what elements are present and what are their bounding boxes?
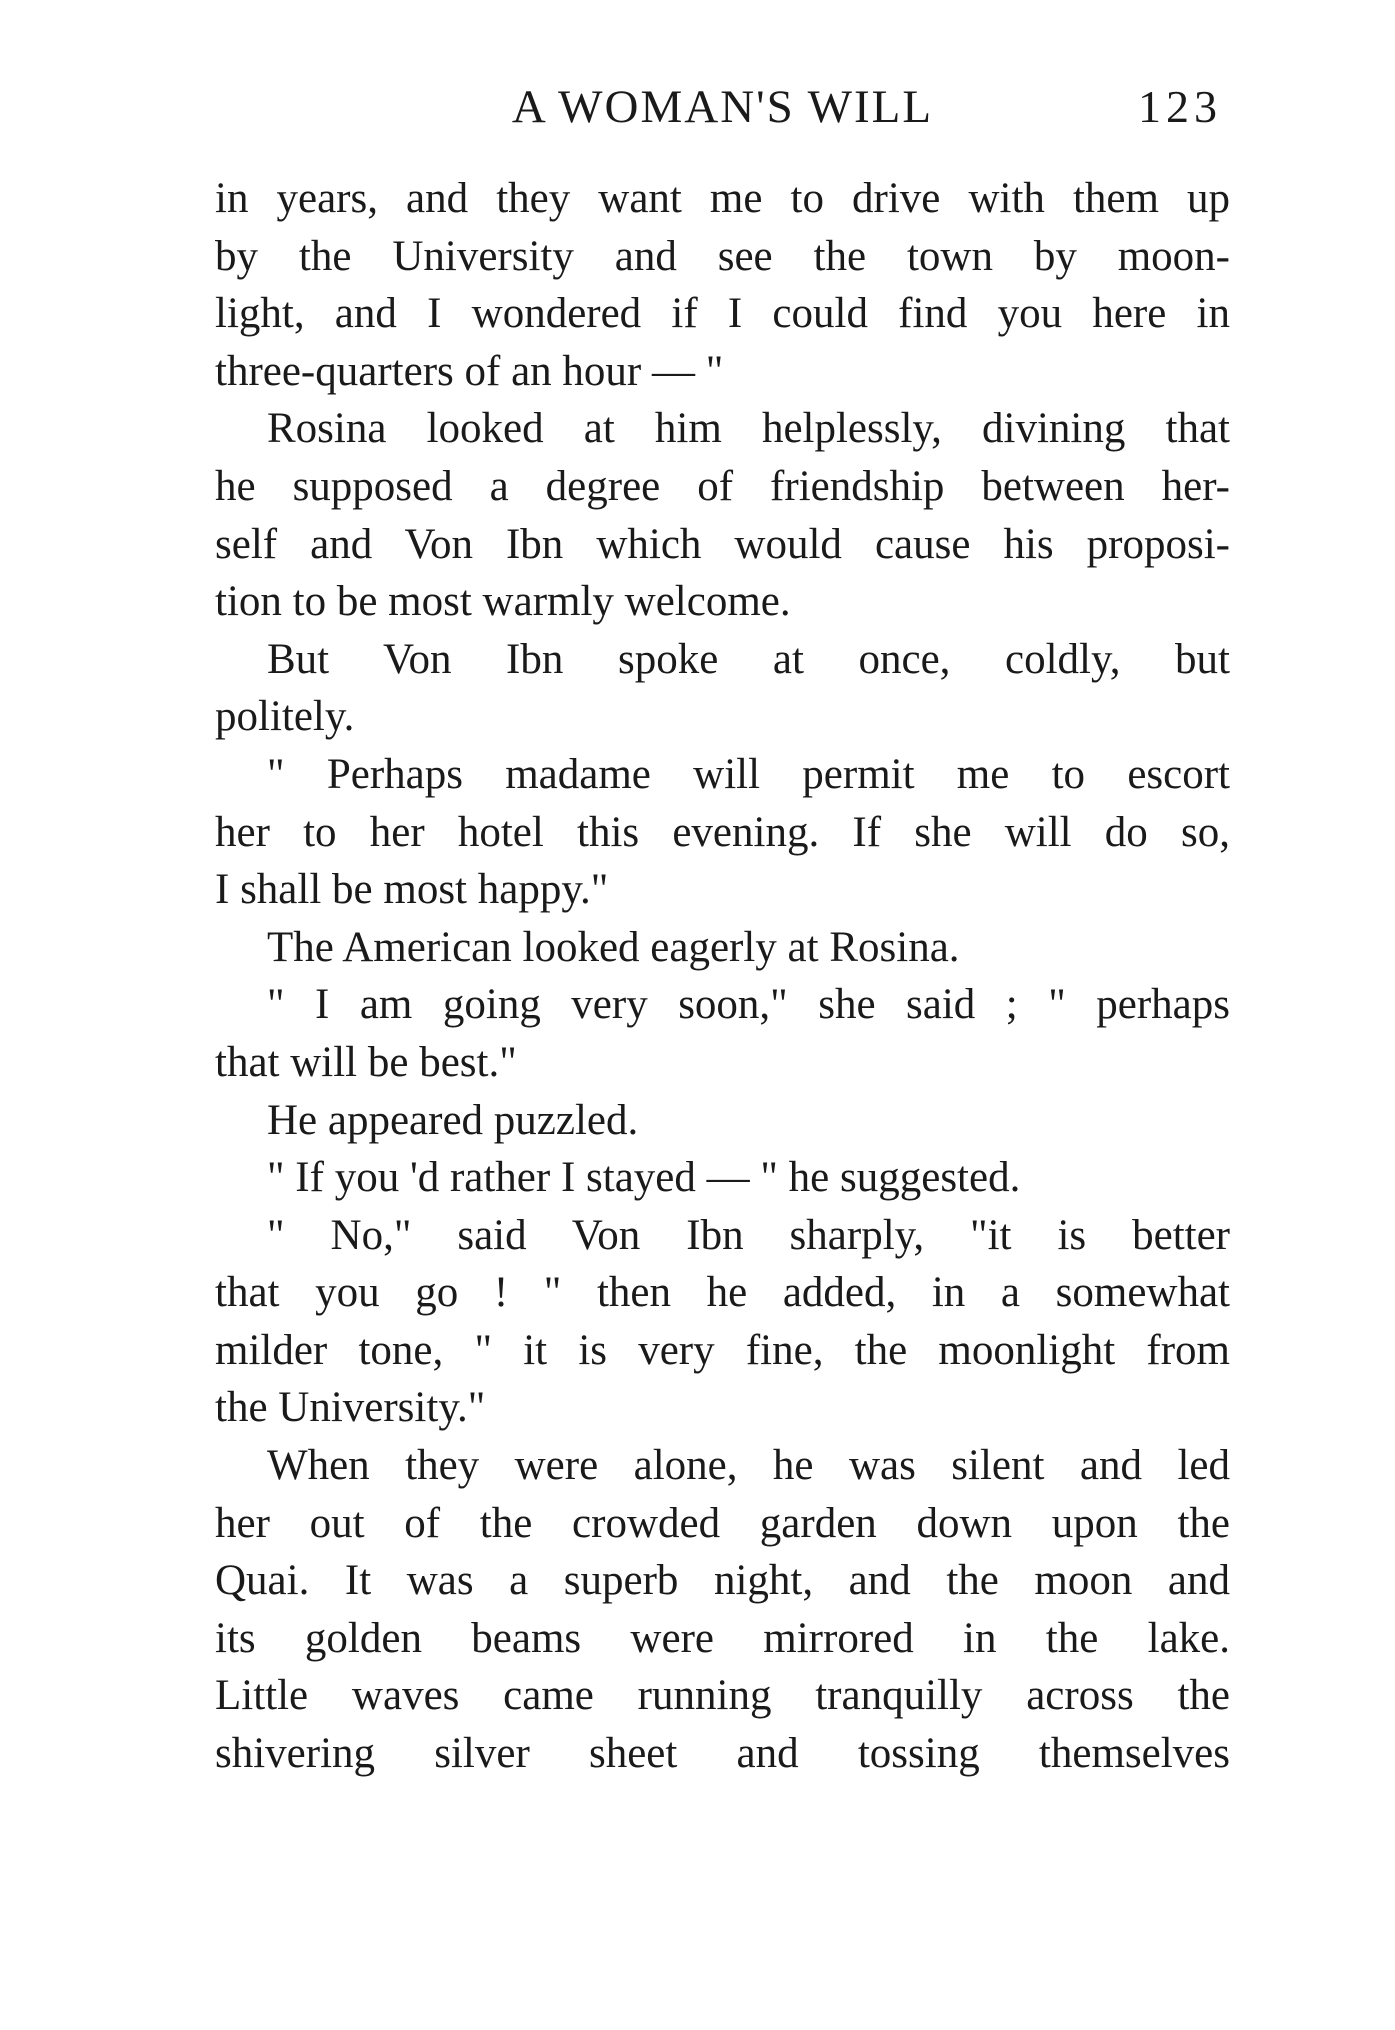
text-line: Rosina looked at him helplessly, divining that <box>267 405 1230 453</box>
text-line: its golden beams were mirrored in the lake. <box>215 1614 1230 1662</box>
text-line: that will be best." <box>215 1038 517 1086</box>
text-line: tion to be most warmly welcome. <box>215 578 791 626</box>
text-line: he supposed a degree of friendship between her- <box>215 462 1230 510</box>
text-line: politely. <box>215 693 355 741</box>
text-line: in years, and they want me to drive with them up <box>215 175 1230 222</box>
text-line: the University." <box>215 1384 486 1432</box>
text-line: " I am going very soon," she said ; " perhaps <box>267 981 1230 1029</box>
text-line: But Von Ibn spoke at once, coldly, but <box>267 635 1230 683</box>
running-head <box>215 76 1230 138</box>
text-line: When they were alone, he was silent and led <box>267 1442 1230 1490</box>
text-line: that you go ! " then he added, in a somewhat <box>215 1269 1230 1317</box>
body-text <box>215 170 1230 1783</box>
text-line: The American looked eagerly at Rosina. <box>267 923 960 971</box>
page-number: 123 <box>1138 81 1222 132</box>
text-line: her to her hotel this evening. If she will do so, <box>215 808 1230 856</box>
text-line: Little waves came running tranquilly across the <box>215 1672 1230 1720</box>
text-line: her out of the crowded garden down upon the <box>215 1499 1230 1547</box>
text-line: shivering silver sheet and tossing themselves <box>215 1730 1230 1778</box>
text-line: He appeared puzzled. <box>267 1096 639 1144</box>
text-line: self and Von Ibn which would cause his proposi- <box>215 520 1230 568</box>
text-line: I shall be most happy." <box>215 866 609 914</box>
text-line: by the University and see the town by moon- <box>215 232 1230 280</box>
running-title: A WOMAN'S WILL <box>511 81 934 133</box>
text-line: three-quarters of an hour — " <box>215 347 724 395</box>
text-line: " If you 'd rather I stayed — " he suggested. <box>267 1154 1021 1202</box>
text-line: Quai. It was a superb night, and the moon and <box>215 1557 1230 1605</box>
text-line: " No," said Von Ibn sharply, "it is better <box>267 1211 1230 1259</box>
text-line: " Perhaps madame will permit me to escort <box>267 750 1230 798</box>
text-line: light, and I wondered if I could find you here in <box>215 290 1230 338</box>
text-line: milder tone, " it is very fine, the moonlight from <box>215 1326 1230 1374</box>
